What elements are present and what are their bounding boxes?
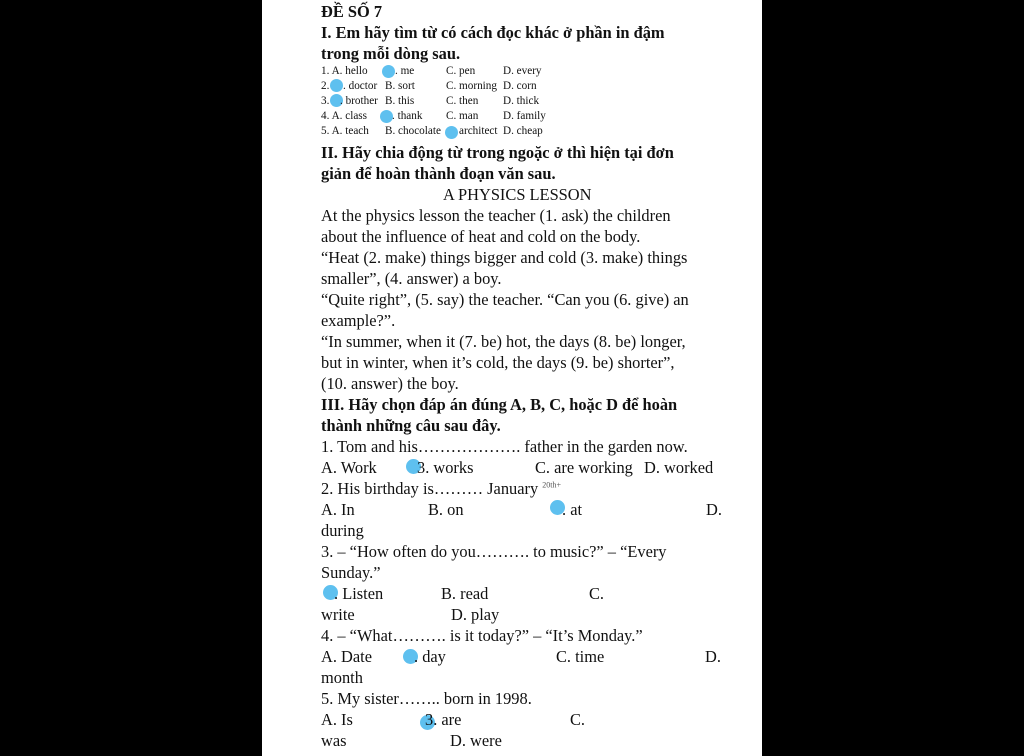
p1-row3-a: . brother (340, 95, 378, 107)
p1-row2-c: C. morning (446, 80, 497, 92)
part1-heading-cont: trong mỗi dòng sau. (321, 44, 461, 63)
question-3-stem-cont: Sunday.” (321, 563, 381, 582)
question-5-option-d: D. were (450, 731, 502, 750)
question-2-option-d-cont: during (321, 521, 364, 540)
question-5-option-a: A. Is (321, 710, 353, 729)
passage-line: “In summer, when it (7. be) hot, the days (8. be) longer, (321, 332, 686, 351)
part3-heading: III. Hãy chọn đáp án đúng A, B, C, hoặc D để hoàn (321, 395, 678, 414)
question-3-option-a: . Listen (334, 584, 384, 603)
marker-dot (445, 126, 458, 139)
part3-heading-cont: thành những câu sau đây. (321, 416, 501, 435)
worksheet-title: ĐỀ SỐ 7 (321, 2, 383, 21)
p1-row5-d: D. cheap (503, 125, 543, 137)
p1-row5-a: 5. A. teach (321, 125, 369, 137)
question-2-option-d: D. (706, 500, 722, 519)
question-5-option-c: C. (570, 710, 586, 729)
marker-dot (330, 79, 343, 92)
question-2-stem (321, 479, 561, 499)
passage-title: A PHYSICS LESSON (443, 185, 592, 204)
p1-row5-b: B. chocolate (385, 125, 441, 137)
p1-row4-c: C. man (446, 110, 479, 122)
p1-row1-a: 1. A. hello (321, 65, 368, 77)
p1-row2-num: 2. (321, 80, 330, 92)
question-1-stem: 1. Tom and his………………. father in the garden now. (321, 437, 688, 456)
question-1-option-a: A. Work (321, 458, 377, 477)
passage-line: “Quite right”, (5. say) the teacher. “Can you (6. give) an (321, 290, 689, 309)
question-3-option-c: C. (589, 584, 605, 603)
question-1-option-c: C. are working (535, 458, 633, 477)
question-4-option-a: A. Date (321, 647, 372, 666)
question-2-option-a: A. In (321, 500, 355, 519)
question-5-option-b: 3. are (425, 710, 462, 729)
part2-heading-cont: giản để hoàn thành đoạn văn sau. (321, 164, 556, 183)
part1-heading: I. Em hãy tìm từ có cách đọc khác ở phần in đậm (321, 23, 665, 42)
question-4-stem: 4. – “What………. is it today?” – “It’s Monday.” (321, 626, 643, 645)
question-4-option-d: D. (705, 647, 721, 666)
passage-line: smaller”, (4. answer) a boy. (321, 269, 502, 288)
question-2-stem-text: 2. His birthday is……… January (321, 479, 539, 498)
p1-row3-num: 3. (321, 95, 330, 107)
question-5-stem: 5. My sister…….. born in 1998. (321, 689, 532, 708)
passage-line: about the influence of heat and cold on the body. (321, 227, 641, 246)
p1-row5-c: architect (459, 125, 498, 137)
p1-row3-b: B. this (385, 95, 415, 107)
question-2-option-c: . at (562, 500, 583, 519)
p1-row1-b: . me (395, 65, 415, 77)
p1-row4-a: 4. A. class (321, 110, 367, 122)
question-5-option-c-cont: was (321, 731, 347, 750)
question-4-option-d-cont: month (321, 668, 363, 687)
question-1-option-d: D. worked (644, 458, 714, 477)
p1-row4-d: D. family (503, 110, 546, 122)
question-3-option-c-cont: write (321, 605, 355, 624)
p1-row3-d: D. thick (503, 95, 540, 107)
question-3-option-b: B. read (441, 584, 489, 603)
question-4-option-c: C. time (556, 647, 605, 666)
p1-row2-b: B. sort (385, 80, 415, 92)
passage-line: (10. answer) the boy. (321, 374, 459, 393)
passage-line: example?”. (321, 311, 396, 330)
question-2-option-b: B. on (428, 500, 464, 519)
question-1-option-b: 3. works (417, 458, 474, 477)
p1-row2-a: . doctor (343, 80, 378, 92)
p1-row2-d: D. corn (503, 80, 537, 92)
passage-line: At the physics lesson the teacher (1. ask) the children (321, 206, 671, 225)
marker-dot (382, 65, 395, 78)
passage-line: but in winter, when it’s cold, the days (9. be) shorter”, (321, 353, 675, 372)
passage-line: “Heat (2. make) things bigger and cold (3. make) things (321, 248, 688, 267)
p1-row1-c: C. pen (446, 65, 476, 77)
question-2-superscript: 20th+ (542, 480, 561, 490)
p1-row1-d: D. every (503, 65, 542, 77)
question-3-stem: 3. – “How often do you………. to music?” – “Every (321, 542, 667, 561)
document-page (262, 0, 762, 756)
question-3-option-d: D. play (451, 605, 500, 624)
p1-row4-b: . thank (392, 110, 423, 122)
question-4-option-b: . day (414, 647, 446, 666)
p1-row3-c: C. then (446, 95, 479, 107)
part2-heading: II. Hãy chia động từ trong ngoặc ở thì hiện tại đơn (321, 143, 674, 162)
